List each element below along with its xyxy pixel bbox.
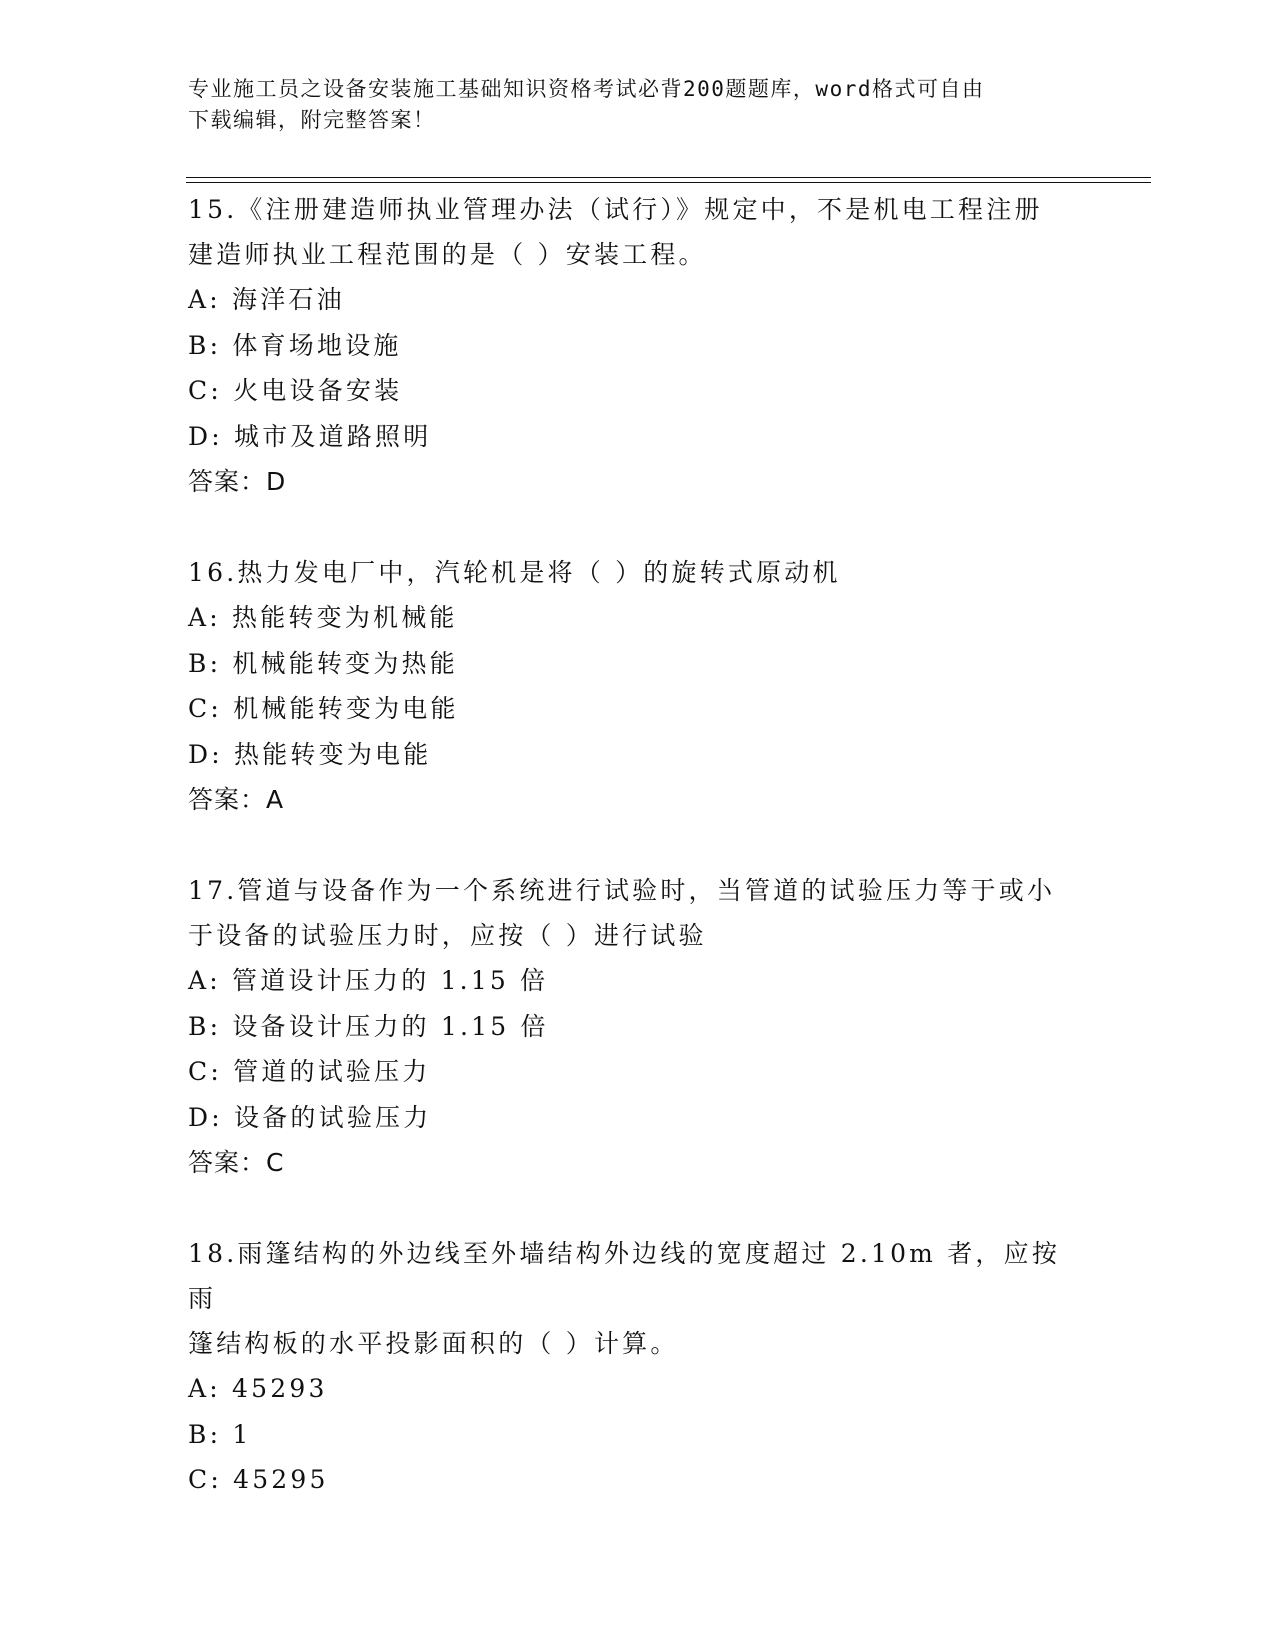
document-header — [188, 74, 1068, 136]
question-stem-line: 于设备的试验压力时，应按（ ）进行试验 — [188, 921, 707, 950]
question-stem-line: 篷结构板的水平投影面积的（ ）计算。 — [188, 1329, 679, 1358]
question-stem-line: 17.管道与设备作为一个系统进行试验时，当管道的试验压力等于或小 — [188, 876, 1056, 905]
option-a: A: 45293 — [188, 1374, 328, 1403]
option-a: A: 海洋石油 — [188, 285, 345, 314]
option-d: D: 城市及道路照明 — [188, 421, 432, 451]
option-a: A: 管道设计压力的 1.15 倍 — [188, 966, 549, 995]
answer-line: 答案：D — [188, 467, 287, 496]
question-17 — [188, 868, 1088, 1185]
option-d: D: 设备的试验压力 — [188, 1102, 432, 1132]
question-18 — [188, 1231, 1088, 1503]
option-c: C: 机械能转变为电能 — [188, 694, 459, 723]
question-list — [188, 187, 1088, 1503]
option-c: C: 管道的试验压力 — [188, 1057, 431, 1086]
question-spacer — [188, 1185, 1088, 1231]
option-b: B: 机械能转变为热能 — [188, 648, 458, 678]
answer-line: 答案：C — [188, 1148, 285, 1177]
header-line-1: 专业施工员之设备安装施工基础知识资格考试必背200题题库，word格式可自由 — [188, 77, 985, 101]
option-b: B: 设备设计压力的 1.15 倍 — [188, 1011, 549, 1041]
option-b: B: 1 — [188, 1419, 252, 1449]
question-stem-line: 16.热力发电厂中，汽轮机是将（ ）的旋转式原动机 — [188, 558, 841, 587]
question-spacer — [188, 822, 1088, 868]
option-c: C: 45295 — [188, 1465, 329, 1494]
header-line-2: 下载编辑，附完整答案！ — [188, 108, 436, 132]
answer-line: 答案：A — [188, 785, 285, 814]
option-c: C: 火电设备安装 — [188, 376, 403, 405]
question-15 — [188, 187, 1088, 504]
option-a: A: 热能转变为机械能 — [188, 603, 458, 632]
question-stem-line: 15.《注册建造师执业管理办法（试行）》规定中，不是机电工程注册 — [188, 195, 1043, 224]
option-d: D: 热能转变为电能 — [188, 739, 432, 769]
header-divider-top — [186, 177, 1151, 178]
question-spacer — [188, 504, 1088, 550]
header-divider-bottom — [186, 182, 1151, 183]
question-stem-line: 建造师执业工程范围的是（ ）安装工程。 — [188, 240, 707, 269]
question-16 — [188, 550, 1088, 822]
option-b: B: 体育场地设施 — [188, 330, 402, 360]
question-stem-line: 18.雨篷结构的外边线至外墙结构外边线的宽度超过 2.10m 者，应按雨 — [188, 1239, 1061, 1313]
